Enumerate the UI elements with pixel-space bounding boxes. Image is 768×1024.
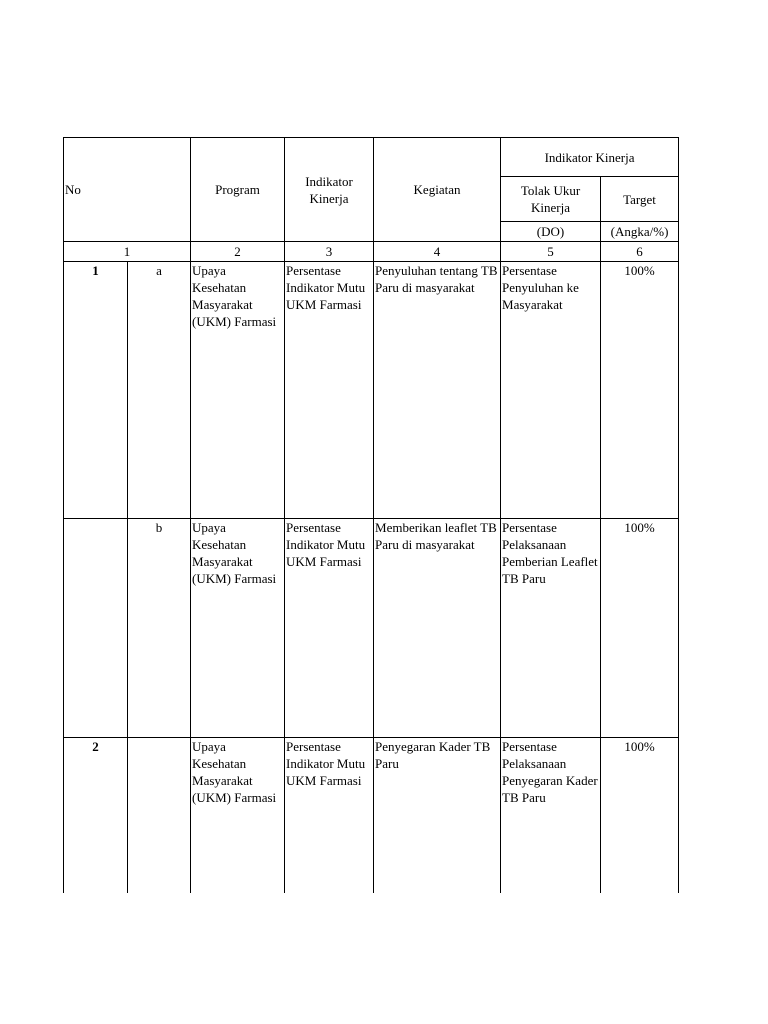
column-number-row bbox=[64, 242, 679, 262]
column-number: 2 bbox=[191, 242, 285, 262]
row-indikator: Persentase Indikator Mutu UKM Farmasi bbox=[285, 738, 374, 893]
table-row bbox=[64, 738, 679, 893]
row-tolak-ukur: Persentase Pelaksanaan Penyegaran Kader TB Paru bbox=[501, 738, 601, 893]
row-kegiatan: Penyegaran Kader TB Paru bbox=[374, 738, 501, 893]
header-no: No bbox=[64, 138, 191, 242]
row-target: 100% bbox=[601, 519, 679, 738]
table-row bbox=[64, 262, 679, 519]
performance-indicator-table bbox=[63, 137, 679, 893]
column-number: 5 bbox=[501, 242, 601, 262]
row-number: 2 bbox=[64, 738, 128, 893]
row-indikator: Persentase Indikator Mutu UKM Farmasi bbox=[285, 262, 374, 519]
row-target: 100% bbox=[601, 738, 679, 893]
header-indikator-kinerja: Indikator Kinerja bbox=[285, 138, 374, 242]
header-indikator-kinerja-group: Indikator Kinerja bbox=[501, 138, 679, 177]
row-kegiatan: Penyuluhan tentang TB Paru di masyarakat bbox=[374, 262, 501, 519]
table-row bbox=[64, 519, 679, 738]
header-kegiatan: Kegiatan bbox=[374, 138, 501, 242]
header-angka: (Angka/%) bbox=[601, 222, 679, 242]
row-number bbox=[64, 519, 128, 738]
row-number: 1 bbox=[64, 262, 128, 519]
row-program: Upaya Kesehatan Masyarakat (UKM) Farmasi bbox=[191, 738, 285, 893]
row-tolak-ukur: Persentase Penyuluhan ke Masyarakat bbox=[501, 262, 601, 519]
header-do: (DO) bbox=[501, 222, 601, 242]
row-target: 100% bbox=[601, 262, 679, 519]
row-sub-letter: a bbox=[128, 262, 191, 519]
column-number: 3 bbox=[285, 242, 374, 262]
row-program: Upaya Kesehatan Masyarakat (UKM) Farmasi bbox=[191, 519, 285, 738]
row-sub-letter: b bbox=[128, 519, 191, 738]
row-sub-letter bbox=[128, 738, 191, 893]
header-tolak-ukur: Tolak Ukur Kinerja bbox=[501, 177, 601, 222]
column-number: 4 bbox=[374, 242, 501, 262]
row-indikator: Persentase Indikator Mutu UKM Farmasi bbox=[285, 519, 374, 738]
column-number: 1 bbox=[64, 242, 191, 262]
header-program: Program bbox=[191, 138, 285, 242]
column-number: 6 bbox=[601, 242, 679, 262]
header-target: Target bbox=[601, 177, 679, 222]
row-program: Upaya Kesehatan Masyarakat (UKM) Farmasi bbox=[191, 262, 285, 519]
header-row-1 bbox=[64, 138, 679, 177]
row-kegiatan: Memberikan leaflet TB Paru di masyarakat bbox=[374, 519, 501, 738]
row-tolak-ukur: Persentase Pelaksanaan Pemberian Leaflet TB Paru bbox=[501, 519, 601, 738]
